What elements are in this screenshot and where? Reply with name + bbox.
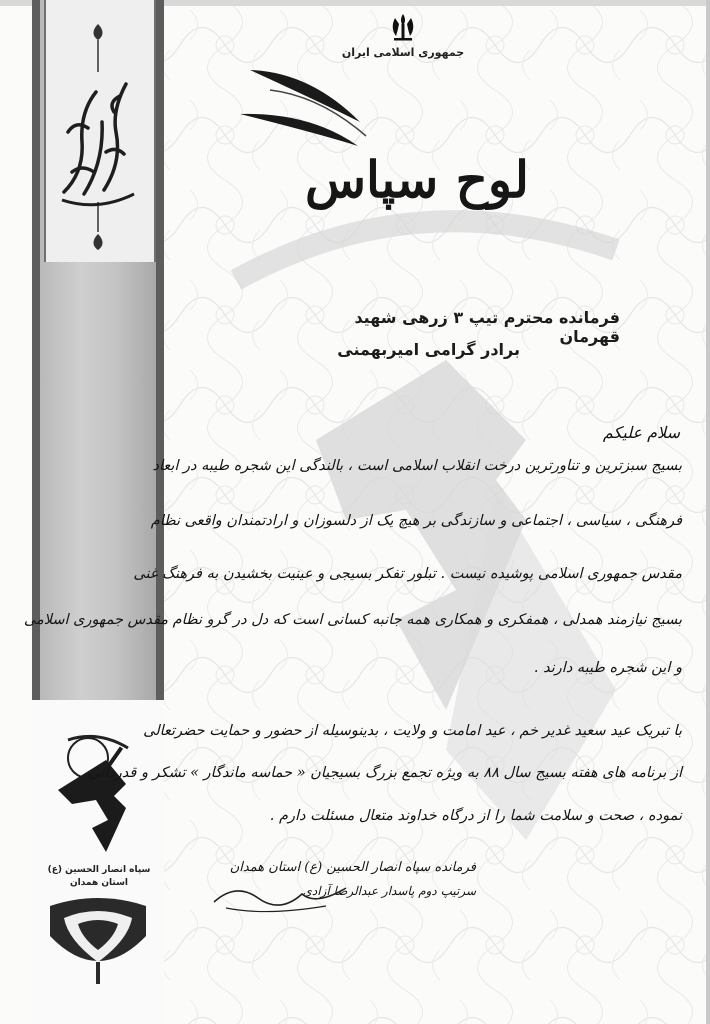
basmala-calligraphy: [44, 22, 152, 252]
signatory-name: سرتیپ دوم پاسدار عبدالرضا آزادی: [302, 884, 476, 898]
letter-line: از برنامه های هفته بسیج سال ۸۸ به ویژه تجمع بزرگ بسیجیان « حماسه ماندگار » تشکر و قدردانی: [88, 765, 682, 781]
arabesque-ornament: [44, 896, 152, 986]
irgc-emblem: [48, 730, 144, 860]
recipient-title: فرمانده محترم تیپ ۳ زرهی شهید قهرمان: [354, 308, 620, 346]
emblem-caption-line2: استان همدان: [69, 878, 129, 888]
signatory-title: فرمانده سپاه انصار الحسین (ع) استان همدان: [229, 860, 476, 875]
country-name: جمهوری اسلامی ایران: [341, 46, 465, 59]
greeting: سلام علیکم: [602, 423, 680, 442]
letter-line: مقدس جمهوری اسلامی پوشیده نیست . تبلور تفکر بسیجی و عینیت بخشیدن به فرهنگ غنی: [133, 566, 682, 582]
emblem-caption-line1: سپاه انصار الحسین (ع): [47, 865, 151, 875]
emblem-caption: [40, 864, 158, 890]
letter-line: نموده ، صحت و سلامت شما را از درگاه خداوند متعال مسئلت دارم .: [269, 808, 682, 824]
letter-line: و این شجره طیبه دارند .: [533, 660, 682, 676]
scan-edge-right: [706, 0, 710, 1024]
letter-line: فرهنگی ، سیاسی ، اجتماعی و سازندگی بر هیچ یک از دلسوزان و ارادتمندان واقعی نظام: [150, 513, 682, 529]
recipient-name: برادر گرامی امیربهمنی: [337, 340, 520, 359]
letter-line: بسیج نیازمند همدلی ، همفکری و همکاری همه جانبه کسانی است که دل در گرو نظام مقدس جمهوری اسلامی: [23, 612, 682, 628]
watermark-emblem: [196, 190, 666, 890]
letter-line: با تبریک عید سعید غدیر خم ، عید امامت و ولایت ، بدینوسیله از حضور و حمایت حضرتعالی: [143, 723, 682, 739]
page-title: لوح سپاس: [305, 150, 529, 209]
handwritten-signature: [206, 876, 356, 916]
letter-line: بسیج سبزترین و تناورترین درخت انقلاب اسلامی است ، بالندگی این شجره طیبه در ابعاد: [152, 458, 682, 474]
iran-emblem-icon: [390, 12, 416, 42]
